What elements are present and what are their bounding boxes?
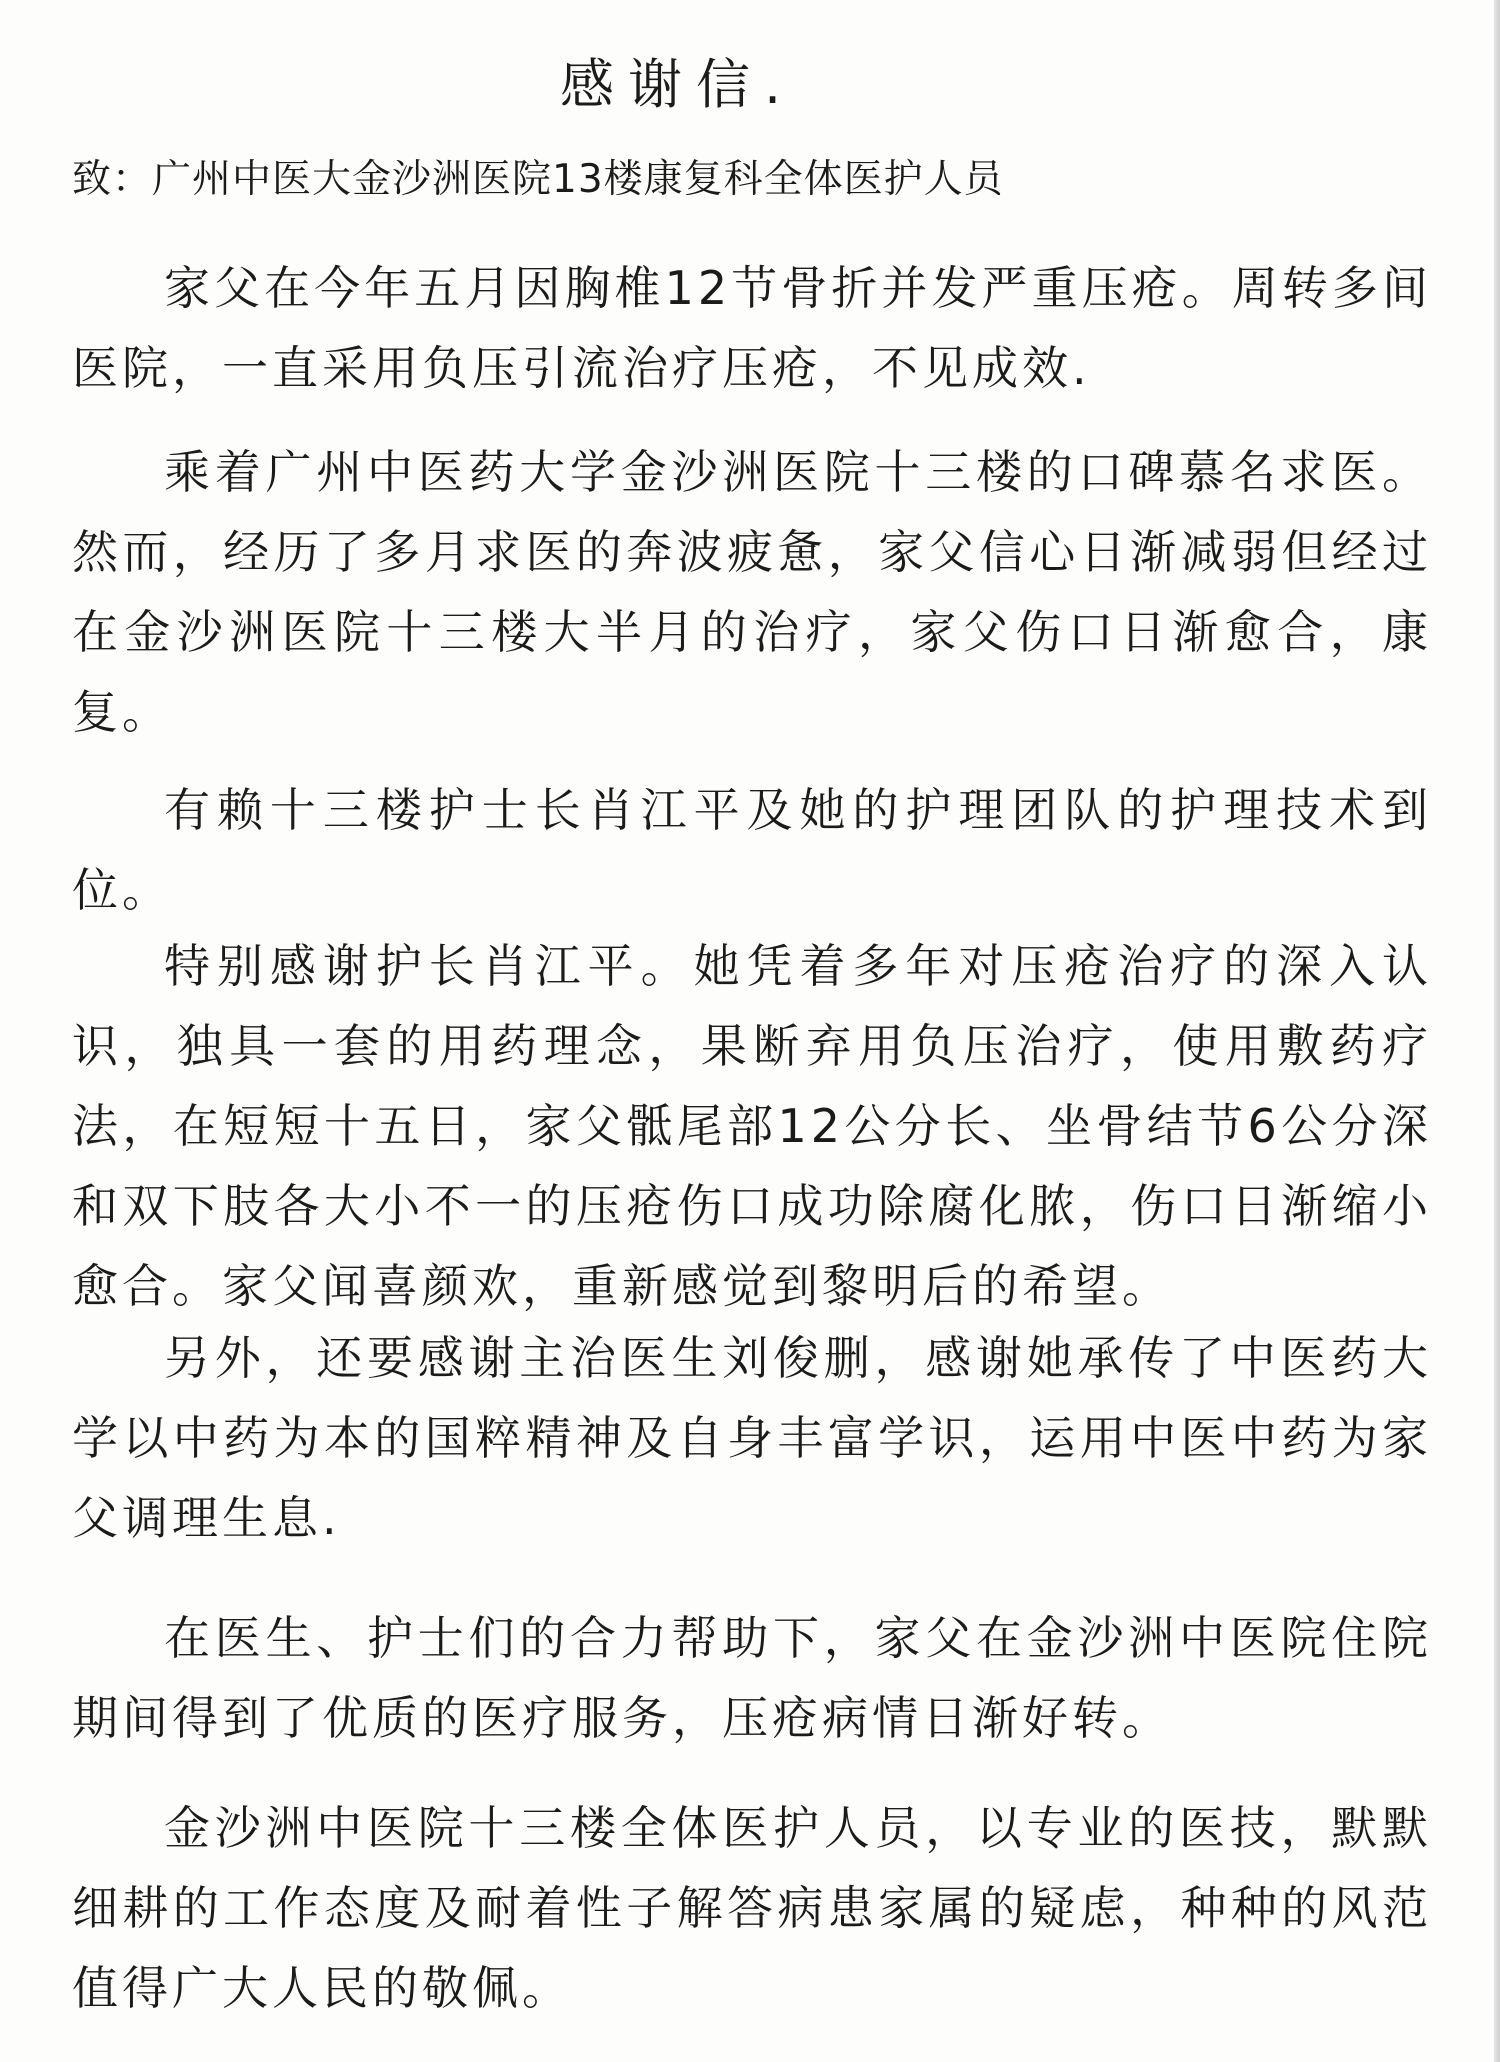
paragraph-3: 有赖十三楼护士长肖江平及她的护理团队的护理技术到位。	[72, 783, 1432, 917]
letter-recipient: 致：广州中医大金沙洲医院13楼康复科全体医护人员	[72, 157, 1004, 202]
paragraph-6: 在医生、护士们的合力帮助下，家父在金沙洲中医院住院期间得到了优质的医疗服务，压疮病情日渐好转。	[72, 1611, 1432, 1745]
paper-edge	[1494, 0, 1500, 2062]
paragraph-7: 金沙洲中医院十三楼全体医护人员，以专业的医技，默默细耕的工作态度及耐着性子解答病患家属的疑虑，种种的风范值得广大人民的敬佩。	[72, 1801, 1432, 2015]
paragraph-1: 家父在今年五月因胸椎12节骨折并发严重压疮。周转多间医院，一直采用负压引流治疗压疮，不见成效.	[72, 261, 1432, 395]
paragraph-5: 另外，还要感谢主治医生刘俊删，感谢她承传了中医药大学以中药为本的国粹精神及自身丰富学识，运用中医中药为家父调理生息.	[72, 1331, 1432, 1545]
paragraph-4: 特别感谢护长肖江平。她凭着多年对压疮治疗的深入认识，独具一套的用药理念，果断弃用负压治疗，使用敷药疗法，在短短十五日，家父骶尾部12公分长、坐骨结节6公分深和双下肢各大小不一的压疮伤口成功除腐化脓，伤口日渐缩小愈合。家父闻喜颜欢，重新感觉到黎明后的希望。	[72, 939, 1432, 1313]
paragraph-2: 乘着广州中医药大学金沙洲医院十三楼的口碑慕名求医。然而，经历了多月求医的奔波疲惫，家父信心日渐减弱但经过在金沙洲医院十三楼大半月的治疗，家父伤口日渐愈合，康复。	[72, 445, 1432, 739]
letter-title: 感谢信.	[560, 53, 796, 116]
